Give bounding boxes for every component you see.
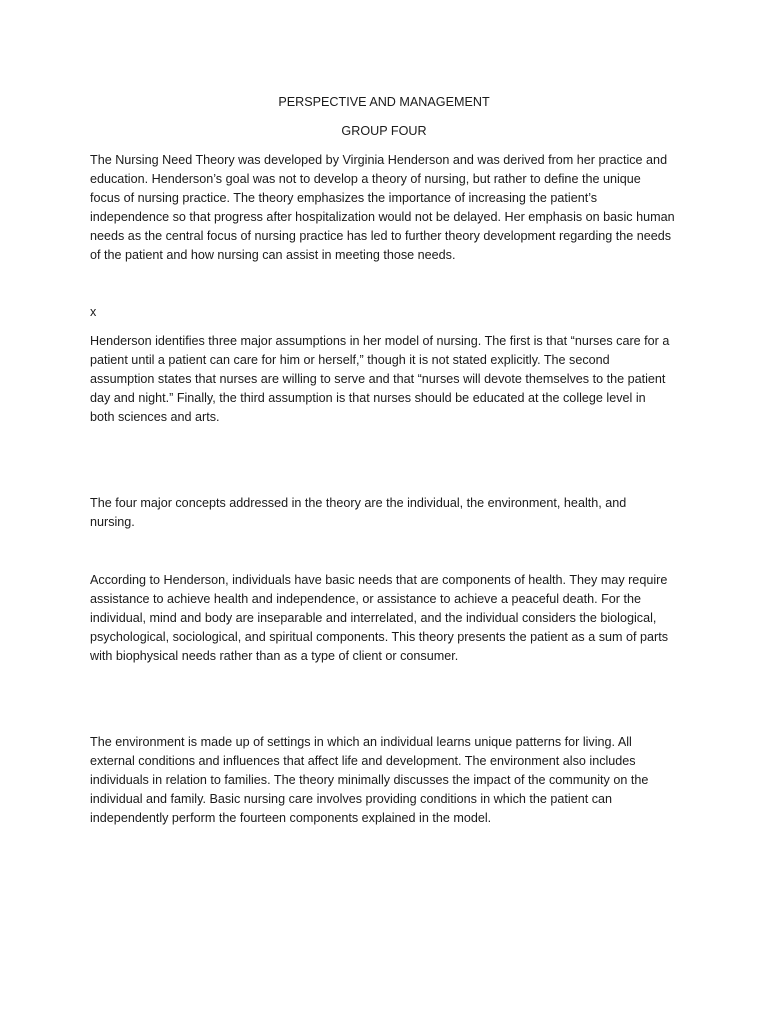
paragraph-stray-mark [90, 303, 690, 322]
text-line: individual and family. Basic nursing care involves providing conditions in which the patient can [90, 792, 612, 806]
text-line: with biophysical needs rather than as a type of client or consumer. [90, 649, 459, 663]
document-subtitle: GROUP FOUR [341, 124, 427, 138]
text-line: assumption states that nurses are willing to serve and that “nurses will devote themselves to the patient [90, 372, 666, 386]
text-line: needs as the central focus of nursing practice has led to further theory development regarding the needs [90, 229, 672, 243]
text-line: Henderson identifies three major assumptions in her model of nursing. The first is that “nurses care for a [90, 334, 670, 348]
paragraph-nursing-need-theory [90, 151, 690, 265]
paragraph-assumptions [90, 332, 690, 427]
text-line: focus of nursing practice. The theory emphasizes the importance of increasing the patient’s [90, 191, 598, 205]
text-line: individual, mind and body are inseparable and interrelated, and the individual considers the biological, [90, 611, 657, 625]
text-line: The Nursing Need Theory was developed by Virginia Henderson and was derived from her practice and [90, 153, 668, 167]
text-line: external conditions and influences that affect life and development. The environment also includes [90, 754, 636, 768]
text-line: education. Henderson’s goal was not to develop a theory of nursing, but rather to define the unique [90, 172, 641, 186]
text-line: independently perform the fourteen components explained in the model. [90, 811, 492, 825]
text-line: patient until a patient can care for him or herself,” though it is not stated explicitly. The second [90, 353, 610, 367]
text-line: individuals in relation to families. The theory minimally discusses the impact of the community on the [90, 773, 649, 787]
text-line: independence so that progress after hospitalization would not be delayed. Her emphasis on basic human [90, 210, 675, 224]
text-line: assistance to achieve health and independence, or assistance to achieve a peaceful death. For the [90, 592, 641, 606]
text-line: day and night.” Finally, the third assumption is that nurses should be educated at the college level in [90, 391, 646, 405]
text-line: x [90, 305, 97, 319]
paragraph-environment [90, 733, 690, 828]
text-line: The environment is made up of settings in which an individual learns unique patterns for living. All [90, 735, 632, 749]
paragraph-individual [90, 571, 690, 666]
text-line: The four major concepts addressed in the theory are the individual, the environment, health, and [90, 496, 627, 510]
text-line: psychological, sociological, and spiritual components. This theory presents the patient as a sum of parts [90, 630, 668, 644]
document-title: PERSPECTIVE AND MANAGEMENT [278, 95, 490, 109]
text-line: both sciences and arts. [90, 410, 220, 424]
text-line: nursing. [90, 515, 135, 529]
text-line: According to Henderson, individuals have basic needs that are components of health. They may require [90, 573, 668, 587]
paragraph-major-concepts [90, 494, 690, 532]
text-line: of the patient and how nursing can assist in meeting those needs. [90, 248, 456, 262]
